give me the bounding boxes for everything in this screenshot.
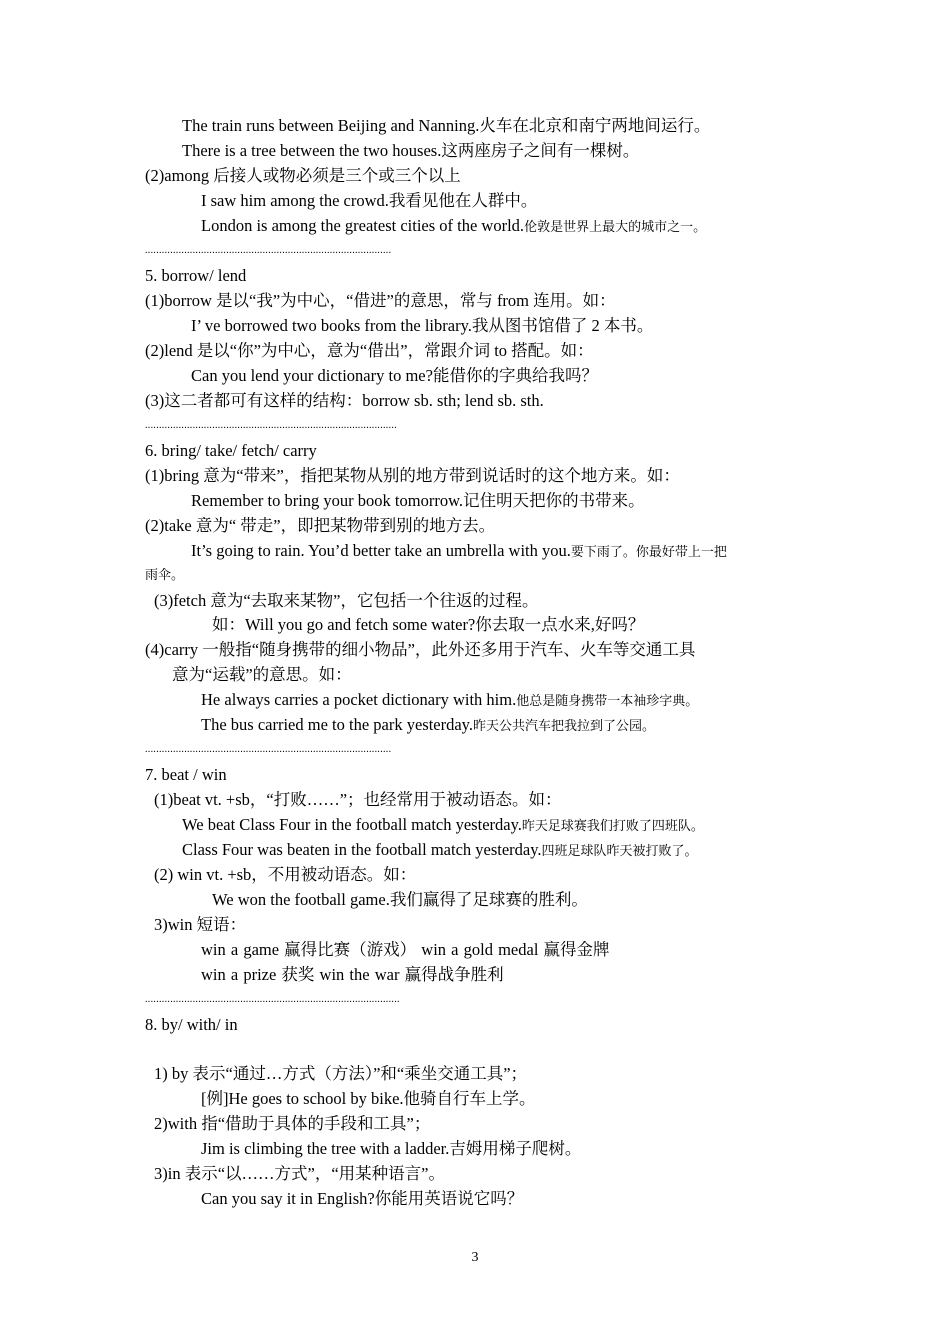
page-number: 3 (471, 1250, 479, 1265)
example-among-1: I saw him among the crowd.我看见他在人群中。 (201, 191, 538, 210)
example-between-2: There is a tree between the two houses.这两座房子之间有一棵树。 (182, 141, 640, 160)
with-rule: 2)with 指“借助于具体的手段和工具”； (154, 1114, 431, 1133)
borrow-rule: (1)borrow 是以“我”为中心，“借进”的意思，常与 from 连用。如： (145, 291, 616, 310)
win-phrases-2: win a prize 获奖 win the war 赢得战争胜利 (201, 965, 504, 984)
carry-rule-cont: 意为“运载”的意思。如： (172, 665, 352, 684)
by-rule: 1) by 表示“通过…方式（方法）”和“乘坐交通工具”； (154, 1064, 528, 1083)
example-carry-2: The bus carried me to the park yesterday.昨天公共汽车把我拉到了公园。 (201, 715, 655, 734)
example-among-2: London is among the greatest cities of the world.伦敦是世界上最大的城市之一。 (201, 216, 707, 235)
example-take: It’s going to rain. You’d better take an umbrella with you.要下雨了。你最好带上一把 (191, 541, 727, 560)
win-phrases-1: win a game 赢得比赛（游戏） win a gold medal 赢得金牌 (201, 940, 610, 959)
section-7-heading: 7. beat / win (145, 765, 227, 784)
bring-rule: (1)bring 意为“带来”，指把某物从别的地方带到说话时的这个地方来。如： (145, 466, 680, 485)
carry-rule: (4)carry 一般指“随身携带的细小物品”，此外还多用于汽车、火车等交通工具 (145, 640, 696, 659)
dotted-separator: ........................................................................................ (145, 245, 392, 256)
dotted-separator: ........................................................................................ (145, 744, 392, 755)
fetch-rule: (3)fetch 意为“去取来某物”，它包括一个往返的过程。 (154, 591, 539, 610)
example-lend: Can you lend your dictionary to me?能借你的字典给我吗？ (191, 366, 598, 385)
example-between-1: The train runs between Beijing and Nanning.火车在北京和南宁两地间运行。 (182, 116, 711, 135)
example-by: [例]He goes to school by bike.他骑自行车上学。 (201, 1089, 536, 1108)
win-phrases-heading: 3)win 短语： (154, 915, 247, 934)
example-win: We won the football game.我们赢得了足球赛的胜利。 (212, 890, 588, 909)
example-borrow: I’ ve borrowed two books from the library.我从图书馆借了 2 本书。 (191, 316, 654, 335)
dotted-separator: .......................................................................................... (145, 420, 397, 431)
borrow-lend-structure: (3)这二者都可有这样的结构：borrow sb. sth; lend sb. sth. (145, 391, 544, 410)
in-rule: 3)in 表示“以……方式”，“用某种语言”。 (154, 1164, 445, 1183)
section-6-heading: 6. bring/ take/ fetch/ carry (145, 441, 317, 460)
example-bring: Remember to bring your book tomorrow.记住明天把你的书带来。 (191, 491, 645, 510)
example-fetch: 如：Will you go and fetch some water?你去取一点水来,好吗？ (212, 615, 645, 634)
example-carry-1: He always carries a pocket dictionary with him.他总是随身携带一本袖珍字典。 (201, 690, 699, 709)
example-with: Jim is climbing the tree with a ladder.吉姆用梯子爬树。 (201, 1139, 582, 1158)
example-in: Can you say it in English?你能用英语说它吗？ (201, 1189, 524, 1208)
section-5-heading: 5. borrow/ lend (145, 266, 247, 285)
lend-rule: (2)lend 是以“你”为中心，意为“借出”，常跟介词 to 搭配。如： (145, 341, 594, 360)
example-take-wrap: 雨伞。 (145, 567, 185, 582)
section-8-heading: 8. by/ with/ in (145, 1015, 238, 1034)
example-beat-1: We beat Class Four in the football match yesterday.昨天足球赛我们打败了四班队。 (182, 815, 704, 834)
take-rule: (2)take 意为“ 带走”，即把某物带到别的地方去。 (145, 516, 496, 535)
dotted-separator: ........................................................................................... (145, 994, 400, 1005)
among-rule: (2)among 后接人或物必须是三个或三个以上 (145, 166, 461, 185)
example-beat-2: Class Four was beaten in the football match yesterday.四班足球队昨天被打败了。 (182, 840, 698, 859)
win-rule: (2) win vt. +sb，不用被动语态。如： (154, 865, 417, 884)
beat-rule: (1)beat vt. +sb，“打败……”；也经常用于被动语态。如： (154, 790, 562, 809)
